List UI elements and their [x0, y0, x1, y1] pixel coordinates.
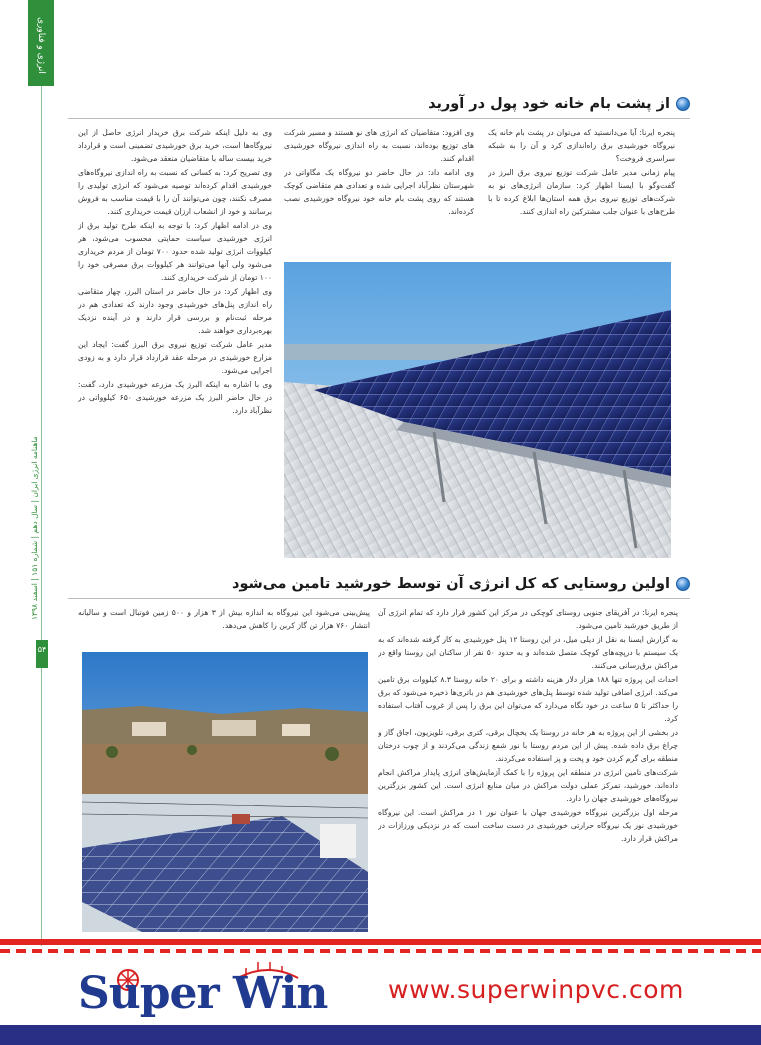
globe-bullet-icon — [676, 577, 690, 591]
article2-col-right — [378, 606, 678, 934]
paragraph: پنجره ایرنا: در آفریقای جنوبی روستای کوچکی در مرکز این کشور قرار دارد که تمام انرژی آن از طریق خورشید تامین می‌شود. — [378, 608, 678, 630]
article1-col-right — [488, 126, 675, 256]
paragraph: در بخشی از این پروژه به هر خانه در روستا یک یخچال برقی، کتری برقی، تلویزیون، اجاق گاز و چراغ برق داده شده. پیش از این مردم روستا با نور شمع زندگی می‌کردند و از چوب درختان منطقه برای گرم کردن خود و پخت و پز استفاده می‌کردند. — [378, 728, 678, 763]
article2-headline — [232, 576, 690, 592]
paragraph: وی به دلیل اینکه شرکت برق خریدار انرژی حاصل از این نیروگاه‌ها است، خرید برق خورشیدی تضمینی است و قرارداد خرید بیست ساله با متقاضیان منعقد می‌شود. — [78, 128, 272, 163]
section-tab-label: انرژی و فناوری — [36, 16, 46, 74]
paragraph: احداث این پروژه تنها ۱۸۸ هزار دلار هزینه داشته و برای ۲۰ خانه روستا ۸.۳ کیلووات برق تامین می‌کند. انرژی اضافی تولید شده توسط پنل‌های خورشیدی هم در باتری‌ها ذخیره می‌شود که برق را حداکثر تا ۵ ساعت در خود نگاه می‌دارد که می‌توان این برق را پس از غروب آفتاب استفاده کرد. — [378, 675, 678, 723]
paragraph: وی در ادامه اظهار کرد: با توجه به اینکه طرح تولید برق از انرژی خورشیدی سیاست حمایتی محسوب می‌شود، هر کیلووات انرژی تولید شده حدود ۷۰۰ تومان از مردم خریداری می‌شود ولی آنها می‌توانند هر کیلووات برق مصرفی خود را ۱۰۰ تومان از شرکت خریداری کنند. — [78, 221, 272, 282]
article1-rule — [68, 118, 690, 119]
village-solar-photo — [82, 652, 368, 932]
footer-red-band — [0, 939, 761, 945]
article2-title: اولین روستایی که کل انرژی آن توسط خورشید تامین می‌شود — [232, 576, 670, 592]
paragraph: وی افزود: متقاضیان که انرژی های نو هستند و مسیر شرکت های توزیع بوده‌اند، نسبت به راه اندازی نیروگاه خورشیدی اقدام کنند. — [284, 128, 474, 163]
paragraph: به گزارش ایسنا به نقل از دیلی میل، در این روستا ۱۲ پنل خورشیدی به کار گرفته شده‌اند که به یک سیستم با درپچه‌های کوچک متصل شده‌اند و به حدود ۵۰ نفر از ساکنان این روستا واقع در مراکش برق‌رسانی می‌کنند. — [378, 635, 678, 670]
paragraph: وی تصریح کرد: به کسانی که نسبت به راه اندازی نیروگاه‌های خورشیدی اقدام کرده‌اند توصیه می‌شود که انرژی تولیدی را مصرف نکنند، چون می‌توانند آن را با قیمت مناسب به فروش برسانند و خود از انشعاب ارزان قیمت خریداری کنند. — [78, 168, 272, 216]
article2-col-left — [78, 606, 370, 646]
footer-dash-strip — [0, 949, 761, 953]
brand-website[interactable]: www.superwinpvc.com — [388, 975, 684, 1004]
journal-info: ماهنامه انرژی ایران | سال دهم | شماره ۱۵۱ | اسفند ۱۳۹۸ — [30, 436, 39, 620]
article1-col-middle — [284, 126, 474, 256]
paragraph: پنجره ایرنا: آیا می‌دانستید که می‌توان در پشت بام خانه یک نیروگاه خورشیدی برق راه‌اندازی کرد و آن را به شبکه سراسری فروخت؟ — [488, 128, 675, 163]
globe-bullet-icon — [676, 97, 690, 111]
article2-rule — [68, 598, 690, 599]
paragraph: مدیر عامل شرکت توزیع نیروی برق البرز گفت: ایجاد این مزارع خورشیدی در مرحله عقد قرارداد قرار دارد و به زودی اجرایی می‌شود. — [78, 340, 272, 375]
paragraph: وی ادامه داد: در حال حاضر دو نیروگاه یک مگاواتی در شهرستان نظرآباد اجرایی شده و تعدادی هم متقاضی کوچک هستند که روی پشت بام خانه خود نیروگاه خورشیدی نصب کرده‌اند. — [284, 168, 474, 216]
article1-title: از پشت بام خانه خود پول در آورید — [428, 96, 670, 112]
paragraph: پیام زمانی مدیر عامل شرکت توزیع نیروی برق البرز در گفت‌وگو با ایسنا اظهار کرد: سازمان انرژی‌های نو به شرکت‌های توزیع نیروی برق همه استان‌ها ابلاغ کرده تا با طرح‌های با عنوان جلب مشترکین راه اندازی کنند. — [488, 168, 675, 216]
paragraph: پیش‌بینی می‌شود این نیروگاه به اندازه بیش از ۳ هزار و ۵۰۰ زمین فوتبال است و سالیانه انتشار ۷۶۰ هزار تن گاز کربن را کاهش می‌دهد. — [78, 608, 370, 630]
paragraph: وی اظهار کرد: در حال حاضر در استان البرز، چهار متقاضی راه اندازی پنل‌های خورشیدی وجود دارند که تعدادی هم در مرحله ثبت‌نام و بررسی قرار دارند و در آینده نزدیک بهره‌برداری خواهند شد. — [78, 287, 272, 335]
brand-name: Super Win — [78, 968, 328, 1019]
paragraph: شرکت‌های تامین انرژی در منطقه این پروژه را با کمک آزمایش‌های انرژی پایدار مراکش انجام داده‌اند. خورشید، تمرکز عملی دولت مراکش در میان منابع انرژی است. این کشور بزرگترین نیروگاه‌های خورشیدی جهان را دارد. — [378, 768, 678, 803]
paragraph: وی با اشاره به اینکه البرز یک مزرعه خورشیدی دارد، گفت: در حال حاضر البرز یک مزرعه خورشیدی ۶۵۰ کیلوواتی در نظرآباد دارد. — [78, 380, 272, 415]
paragraph: مرحله اول بزرگترین نیروگاه خورشیدی جهان با عنوان نور ۱ در مراکش است. این نیروگاه خورشیدی نور یک نیروگاه حرارتی خورشیدی در دست ساخت است که در نزدیکی ورزازات در مراکش قرار دارد. — [378, 808, 678, 843]
article1-col-left — [78, 126, 272, 566]
article1-headline — [420, 96, 690, 112]
footer-blue-band — [0, 1025, 761, 1045]
page-number: ۵۴ — [37, 645, 47, 654]
superwin-logo — [78, 958, 338, 1022]
rooftop-solar-photo — [284, 262, 671, 558]
